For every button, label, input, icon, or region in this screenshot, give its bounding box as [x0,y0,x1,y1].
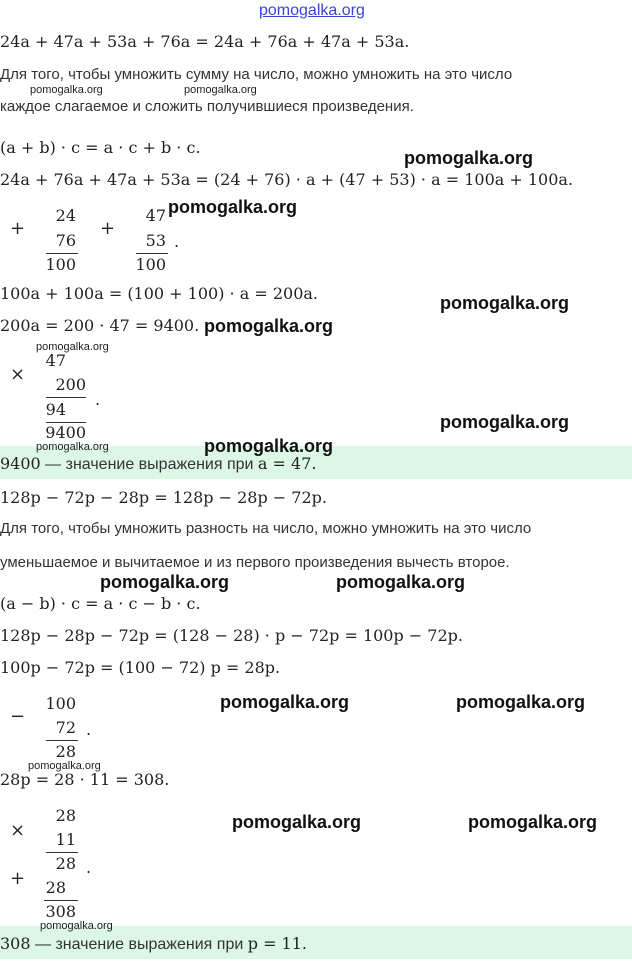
column-result: 28 [55,742,76,761]
column-result: 308 [45,902,76,921]
watermark: pomogalka.org [440,412,570,432]
column-number: 47 [145,206,166,225]
formula-line: (a − b) · c = a · c − b · c. [0,594,201,613]
column-number: 72 [55,718,76,737]
formula-line: (a + b) · c = a · c + b · c. [0,138,201,157]
column-end: . [95,390,101,409]
answer-line [0,934,307,954]
watermark: pomogalka.org [36,341,109,353]
answer-variable: a = 47. [257,454,317,473]
equation-line: 100a + 100a = (100 + 100) · a = 200a. [0,284,318,303]
watermark: pomogalka.org [456,692,586,712]
column-number: 24 [55,206,76,225]
answer-number: 9400 [0,454,41,473]
column-end: . [86,720,92,739]
equation-line: 128p − 28p − 72p = (128 − 28) · p − 72p = 100p − 72p. [0,626,463,645]
times-sign: × [10,364,26,385]
column-line [136,253,168,254]
column-partial: 28 [55,854,76,873]
column-end: . [174,232,180,251]
equation-line: 24a + 47a + 53a + 76a = 24a + 76a + 47a + 53a. [0,32,410,51]
column-line [44,900,78,901]
column-number: 28 [55,806,76,825]
watermark: pomogalka.org [30,84,103,96]
watermark: pomogalka.org [220,692,350,712]
answer-text: — значение выражения при [30,936,248,953]
rule-text: каждое слагаемое и сложить получившиеся произведения. [0,98,414,115]
watermark: pomogalka.org [440,293,570,313]
watermark: pomogalka.org [468,812,598,832]
column-result: 100 [135,255,166,274]
column-end: . [86,858,92,877]
column-number: 47 [45,351,66,370]
answer-line [0,454,316,474]
equation-line: 100p − 72p = (100 − 72) p = 28p. [0,658,281,677]
rule-text: уменьшаемое и вычитаемое и из первого произведения вычесть второе. [0,554,510,571]
column-number: 100 [45,694,76,713]
column-partial: 28 [45,878,66,897]
watermark: pomogalka.org [204,316,334,336]
column-number: 76 [55,231,76,250]
watermark: pomogalka.org [36,441,109,453]
times-sign: × [10,820,26,841]
watermark: pomogalka.org [232,812,362,832]
rule-text: Для того, чтобы умножить разность на число, можно умножить на это число [0,520,532,537]
column-result: 100 [45,255,76,274]
equation-line: 200a = 200 · 47 = 9400. [0,316,200,335]
column-line [46,397,86,398]
equation-line: 28p = 28 · 11 = 308. [0,770,170,789]
equation-line: 24a + 76a + 47a + 53a = (24 + 76) · a + (47 + 53) · a = 100a + 100a. [0,170,574,189]
column-result: 9400 [45,423,86,442]
answer-text: — значение выражения при [40,456,258,473]
watermark: pomogalka.org [100,572,230,592]
watermark: pomogalka.org [184,84,257,96]
column-line [46,852,78,853]
column-line [46,253,78,254]
watermark: pomogalka.org [204,436,334,456]
watermark: pomogalka.org [404,148,534,168]
watermark: pomogalka.org [40,920,113,932]
plus-sign: + [100,218,116,239]
plus-sign: + [10,868,26,889]
watermark: pomogalka.org [28,760,101,772]
plus-sign: + [10,218,26,239]
rule-text: Для того, чтобы умножить сумму на число, можно умножить на это число [0,66,513,83]
column-number: 200 [55,375,86,394]
equation-line: 128p − 72p − 28p = 128p − 28p − 72p. [0,488,327,507]
answer-variable: p = 11. [247,934,307,953]
column-partial: 94 [45,400,66,419]
site-link[interactable]: pomogalka.org [259,2,365,19]
watermark: pomogalka.org [336,572,466,592]
column-number: 11 [55,830,76,849]
column-line [46,740,78,741]
minus-sign: − [10,706,26,727]
column-number: 53 [145,231,166,250]
watermark: pomogalka.org [168,197,298,217]
answer-number: 308 [0,934,31,953]
